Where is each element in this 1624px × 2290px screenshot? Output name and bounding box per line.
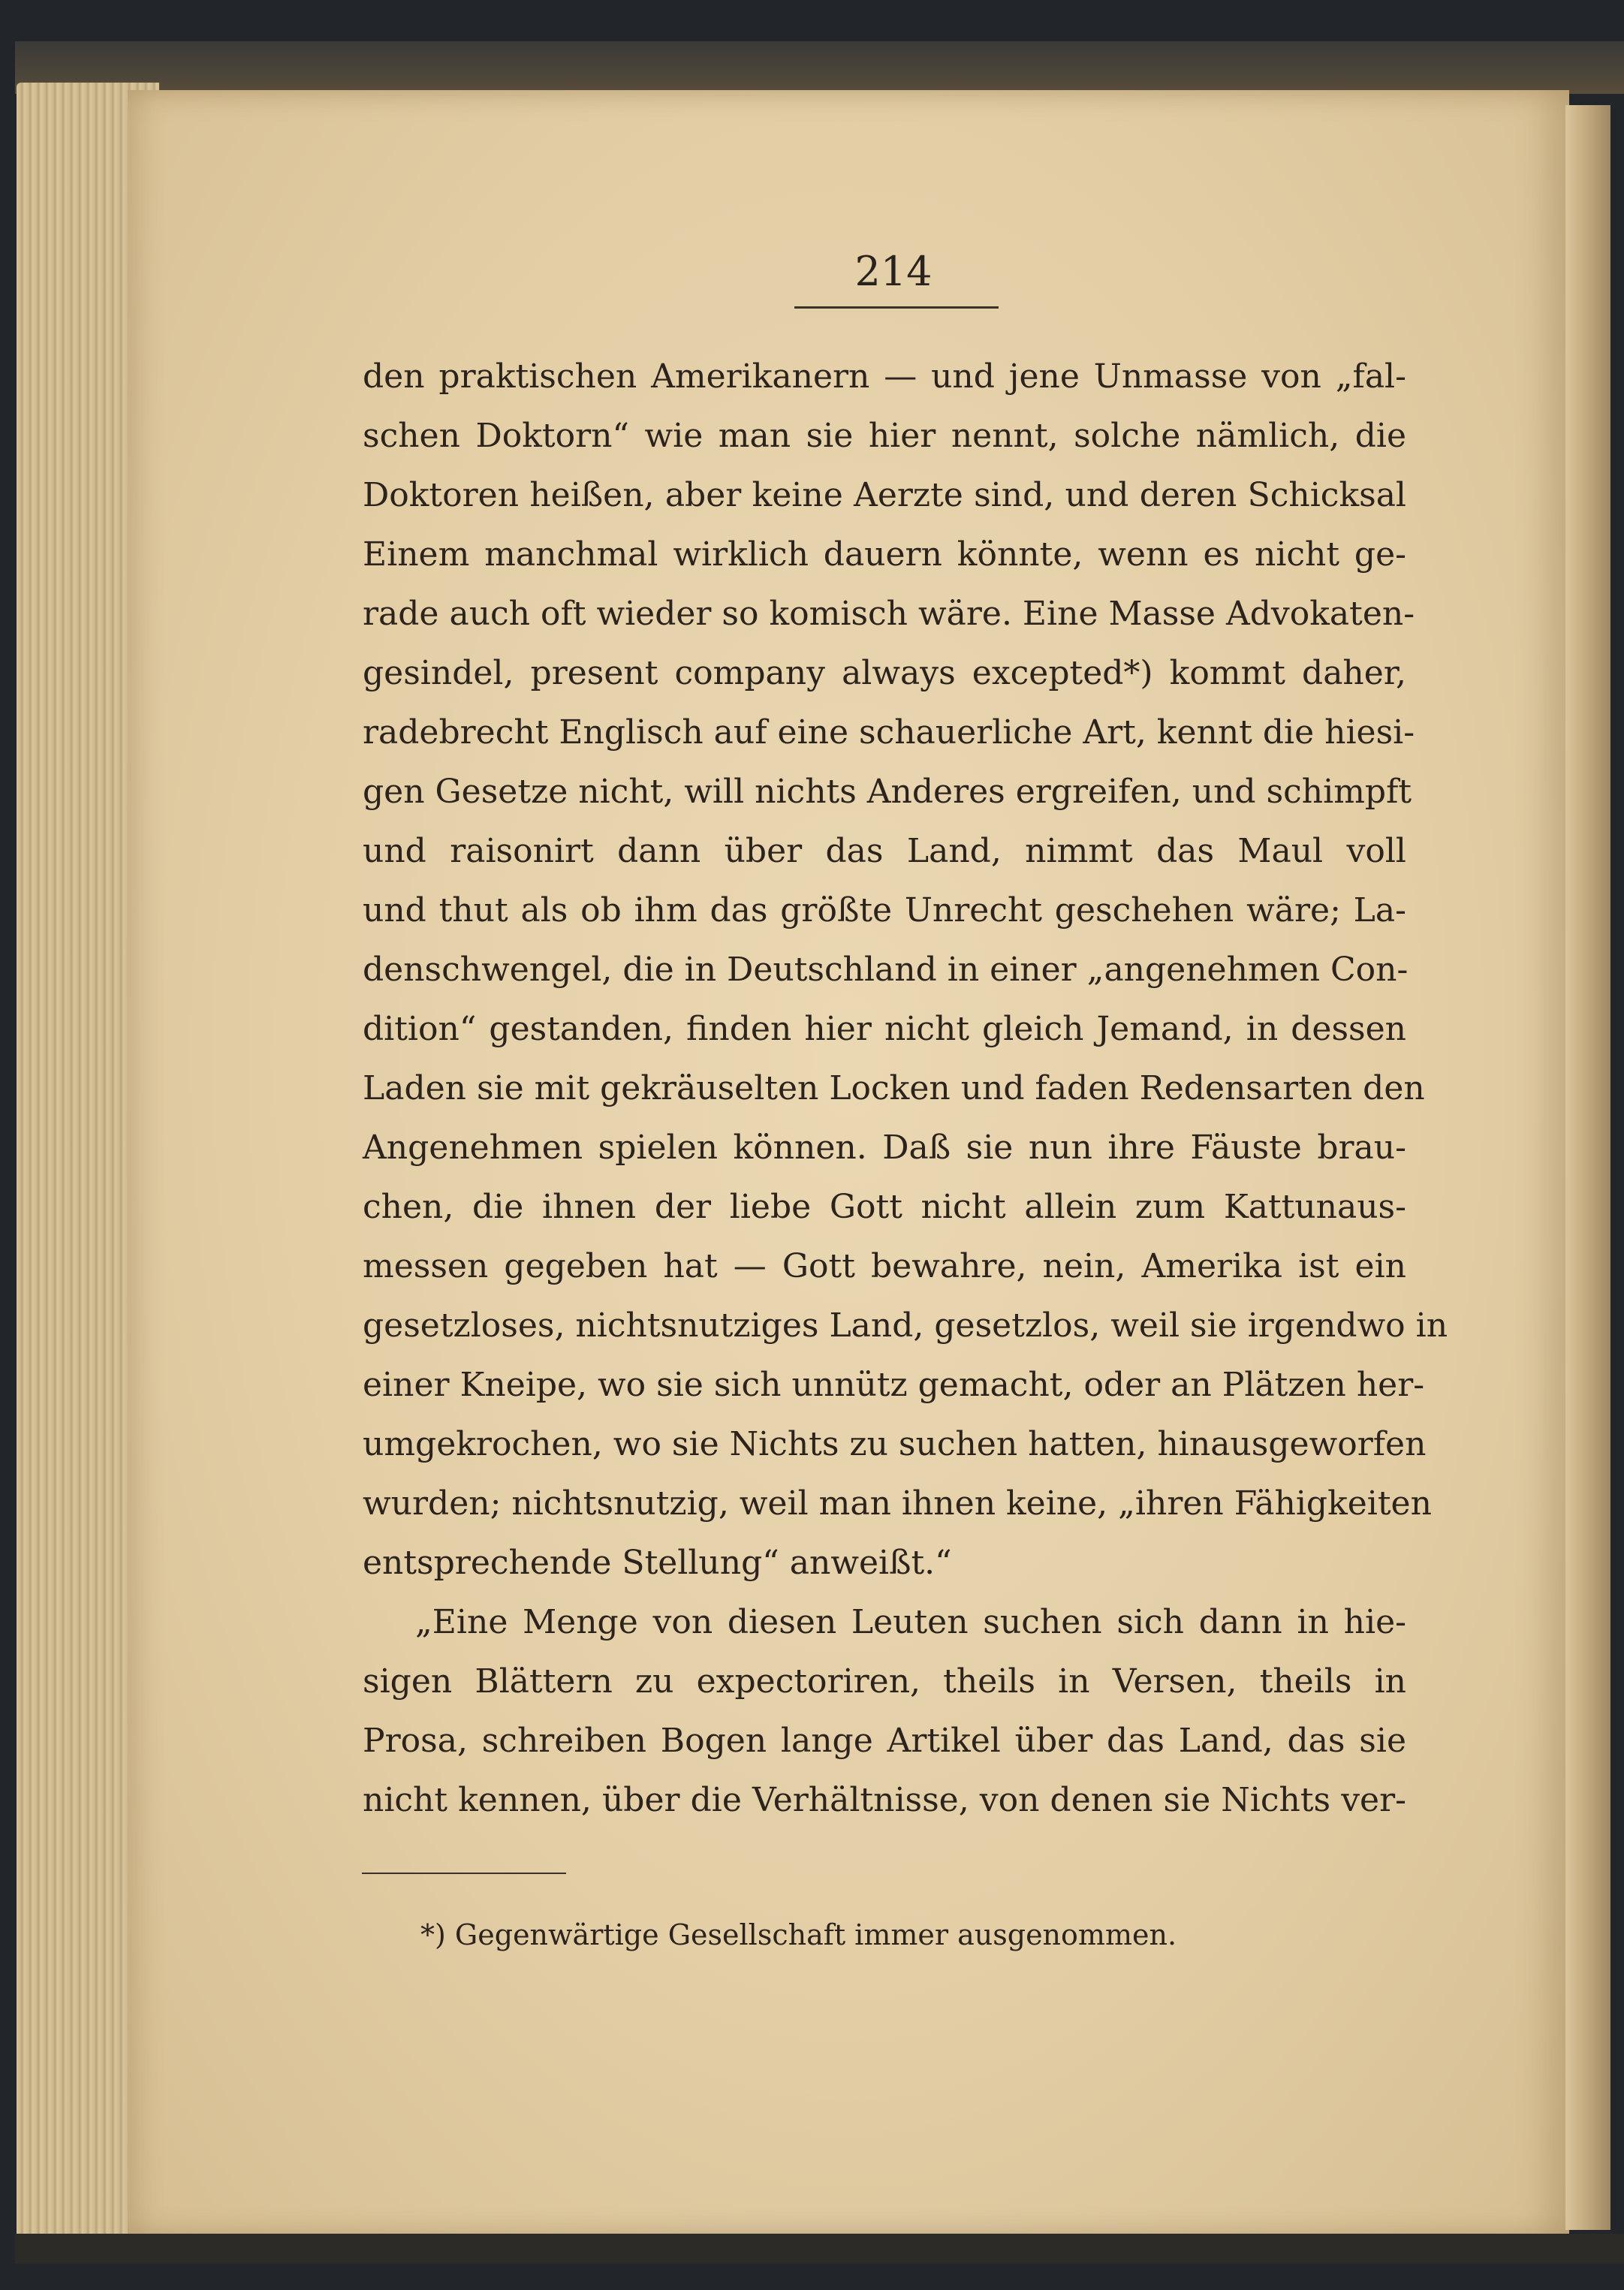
- text-line: „Eine Menge von diesen Leuten suchen sich dann in hie-: [415, 1603, 1406, 1641]
- text-line: Angenehmen spielen können. Daß sie nun ihre Fäuste brau-: [363, 1128, 1406, 1167]
- page-number: 214: [854, 248, 933, 295]
- text-line: sigen Blättern zu expectoriren, theils in Versen, theils in: [363, 1662, 1406, 1701]
- text-line: wurden; nichtsnutzig, weil man ihnen keine, „ihren Fähigkeiten: [363, 1484, 1432, 1523]
- text-line: chen, die ihnen der liebe Gott nicht allein zum Kattunaus-: [363, 1188, 1406, 1226]
- text-line: Doktoren heißen, aber keine Aerzte sind, und deren Schicksal: [363, 476, 1406, 514]
- text-line: entsprechende Stellung“ anweißt.“: [363, 1544, 952, 1582]
- text-line: gesetzloses, nichtsnutziges Land, gesetzlos, weil sie irgendwo in: [363, 1306, 1448, 1345]
- text-line: rade auch oft wieder so komisch wäre. Eine Masse Advokaten-: [363, 595, 1415, 633]
- text-line: den praktischen Amerikanern — und jene Unmasse von „fal-: [363, 357, 1406, 396]
- text-line: gesindel, present company always excepted*) kommt daher,: [363, 654, 1406, 692]
- text-line: Laden sie mit gekräuselten Locken und faden Redensarten den: [363, 1069, 1425, 1107]
- page-number-rule: [794, 306, 999, 309]
- text-line: radebrecht Englisch auf eine schauerliche Art, kennt die hiesi-: [363, 713, 1415, 752]
- text-line: umgekrochen, wo sie Nichts zu suchen hatten, hinausgeworfen: [363, 1425, 1427, 1463]
- text-line: einer Kneipe, wo sie sich unnütz gemacht, oder an Plätzen her-: [363, 1366, 1425, 1404]
- text-line: messen gegeben hat — Gott bewahre, nein, Amerika ist ein: [363, 1247, 1406, 1285]
- text-line: dition“ gestanden, finden hier nicht gleich Jemand, in dessen: [363, 1010, 1406, 1048]
- text-line: Einem manchmal wirklich dauern könnte, wenn es nicht ge-: [363, 535, 1406, 574]
- book-cover-top-edge: [15, 41, 1624, 94]
- body-text: [363, 347, 1448, 1830]
- text-line: schen Doktorn“ wie man sie hier nennt, solche nämlich, die: [363, 417, 1406, 455]
- text-line: und thut als ob ihm das größte Unrecht geschehen wäre; La-: [363, 891, 1406, 930]
- book-cover-bottom-edge: [15, 2234, 1624, 2264]
- text-line: Prosa, schreiben Bogen lange Artikel über das Land, das sie: [363, 1722, 1406, 1760]
- text-line: und raisonirt dann über das Land, nimmt das Maul voll: [363, 832, 1406, 870]
- footnote: *) Gegenwärtige Gesellschaft immer ausgenommen.: [420, 1918, 1177, 1951]
- footnote-rule: [362, 1873, 566, 1874]
- text-line: denschwengel, die in Deutschland in einer „angenehmen Con-: [363, 951, 1409, 989]
- right-page-edge: [1565, 105, 1610, 2230]
- text-line: nicht kennen, über die Verhältnisse, von denen sie Nichts ver-: [363, 1781, 1406, 1819]
- text-line: gen Gesetze nicht, will nichts Anderes ergreifen, und schimpft: [363, 773, 1412, 811]
